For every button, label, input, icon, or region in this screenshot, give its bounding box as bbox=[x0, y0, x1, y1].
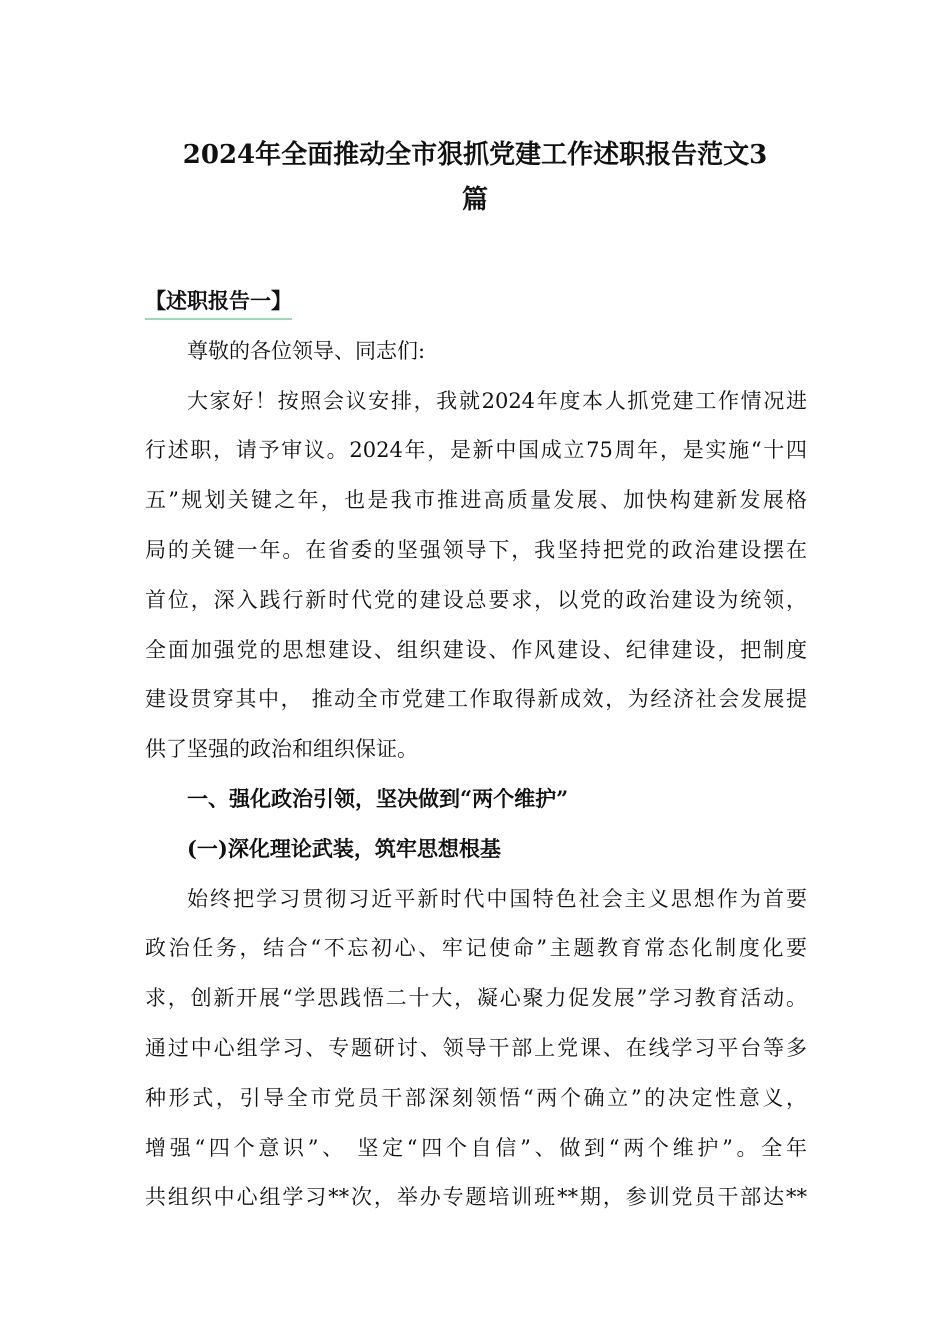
text-line: 全面加强党的思想建设、组织建设、作风建设、纪律建设，把制度 bbox=[145, 637, 807, 662]
text-line: 求，创新开展“学思践悟二十大，凝心聚力促发展”学习教育活动。 bbox=[145, 986, 807, 1011]
text-line: 供了坚强的政治和组织保证。 bbox=[145, 737, 418, 762]
text-line: 局的关键一年。在省委的坚强领导下，我坚持把党的政治建设摆在 bbox=[145, 537, 807, 562]
paragraph-2 bbox=[145, 879, 807, 1228]
text-line: 始终把学习贯彻习近平新时代中国特色社会主义思想作为首要 bbox=[187, 886, 807, 911]
heading-1: 一、强化政治引领，坚决做到“两个维护” bbox=[187, 785, 569, 811]
text-line: 种形式，引导全市党员干部深刻领悟“两个确立”的决定性意义， bbox=[145, 1085, 807, 1110]
paragraph-1 bbox=[145, 381, 807, 779]
text-line: 共组织中心组学习**次，举办专题培训班**期，参训党员干部达** bbox=[145, 1185, 807, 1210]
heading-2: (一)深化理论武装，筑牢思想根基 bbox=[187, 835, 501, 861]
section-header: 【述职报告一】 bbox=[145, 284, 292, 320]
text-line: 大家好！按照会议安排，我就2024年度本人抓党建工作情况进 bbox=[187, 388, 807, 413]
text-line: 增强“四个意识”、 坚定“四个自信”、做到“两个维护”。全年 bbox=[145, 1135, 807, 1160]
document-body bbox=[145, 281, 807, 1227]
title-line: 篇 bbox=[461, 185, 488, 215]
title-line: 2024年全面推动全市狠抓党建工作述职报告范文3 bbox=[182, 140, 768, 170]
greeting: 尊敬的各位领导、同志们: bbox=[187, 338, 426, 363]
text-line: 通过中心组学习、专题研讨、领导干部上党课、在线学习平台等多 bbox=[145, 1035, 807, 1060]
text-line: 首位，深入践行新时代党的建设总要求，以党的政治建设为统领， bbox=[145, 587, 807, 612]
document-title bbox=[0, 133, 950, 223]
text-line: 政治任务，结合“不忘初心、牢记使命”主题教育常态化制度化要 bbox=[145, 936, 807, 961]
text-line: 五”规划关键之年，也是我市推进高质量发展、加快构建新发展格 bbox=[145, 488, 807, 513]
text-line: 行述职，请予审议。2024年，是新中国成立75周年，是实施“十四 bbox=[145, 438, 807, 463]
text-line: 建设贯穿其中， 推动全市党建工作取得新成效，为经济社会发展提 bbox=[145, 687, 807, 712]
